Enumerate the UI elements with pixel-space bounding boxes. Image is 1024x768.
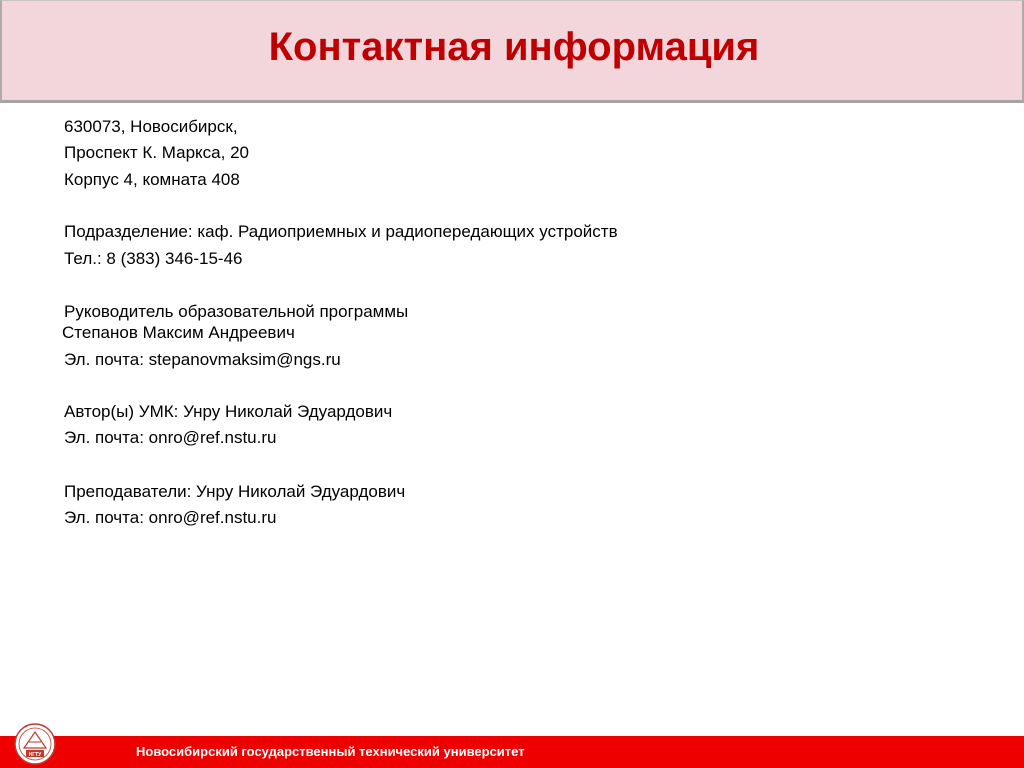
university-emblem-icon [8,720,62,766]
author-text: Автор(ы) УМК: Унру Николай Эдуардович [64,402,393,421]
author-email: Эл. почта: onro@ref.nstu.ru [64,428,277,447]
footer-university-name: Новосибирский государственный технический университет [136,744,525,759]
page-title: Контактная информация [268,25,760,69]
program-head-email: Эл. почта: stepanovmaksim@ngs.ru [64,350,341,369]
program-head-title: Руководитель образовательной программы [64,302,409,321]
logo-label: НГТУ [28,752,42,758]
phone-text: Тел.: 8 (383) 346-15-46 [64,249,243,268]
program-head-name: Степанов Максим Андреевич [62,323,295,342]
address-line-city: 630073, Новосибирск, [64,117,238,136]
department-text: Подразделение: каф. Радиоприемных и радиопередающих устройств [64,222,618,241]
teachers-text: Преподаватели: Унру Николай Эдуардович [64,482,406,501]
teachers-email: Эл. почта: onro@ref.nstu.ru [64,508,277,527]
address-line-street: Проспект К. Маркса, 20 [64,143,249,162]
title-bar [0,0,1024,103]
address-line-room: Корпус 4, комната 408 [64,170,240,189]
footer-bar [0,736,1024,768]
